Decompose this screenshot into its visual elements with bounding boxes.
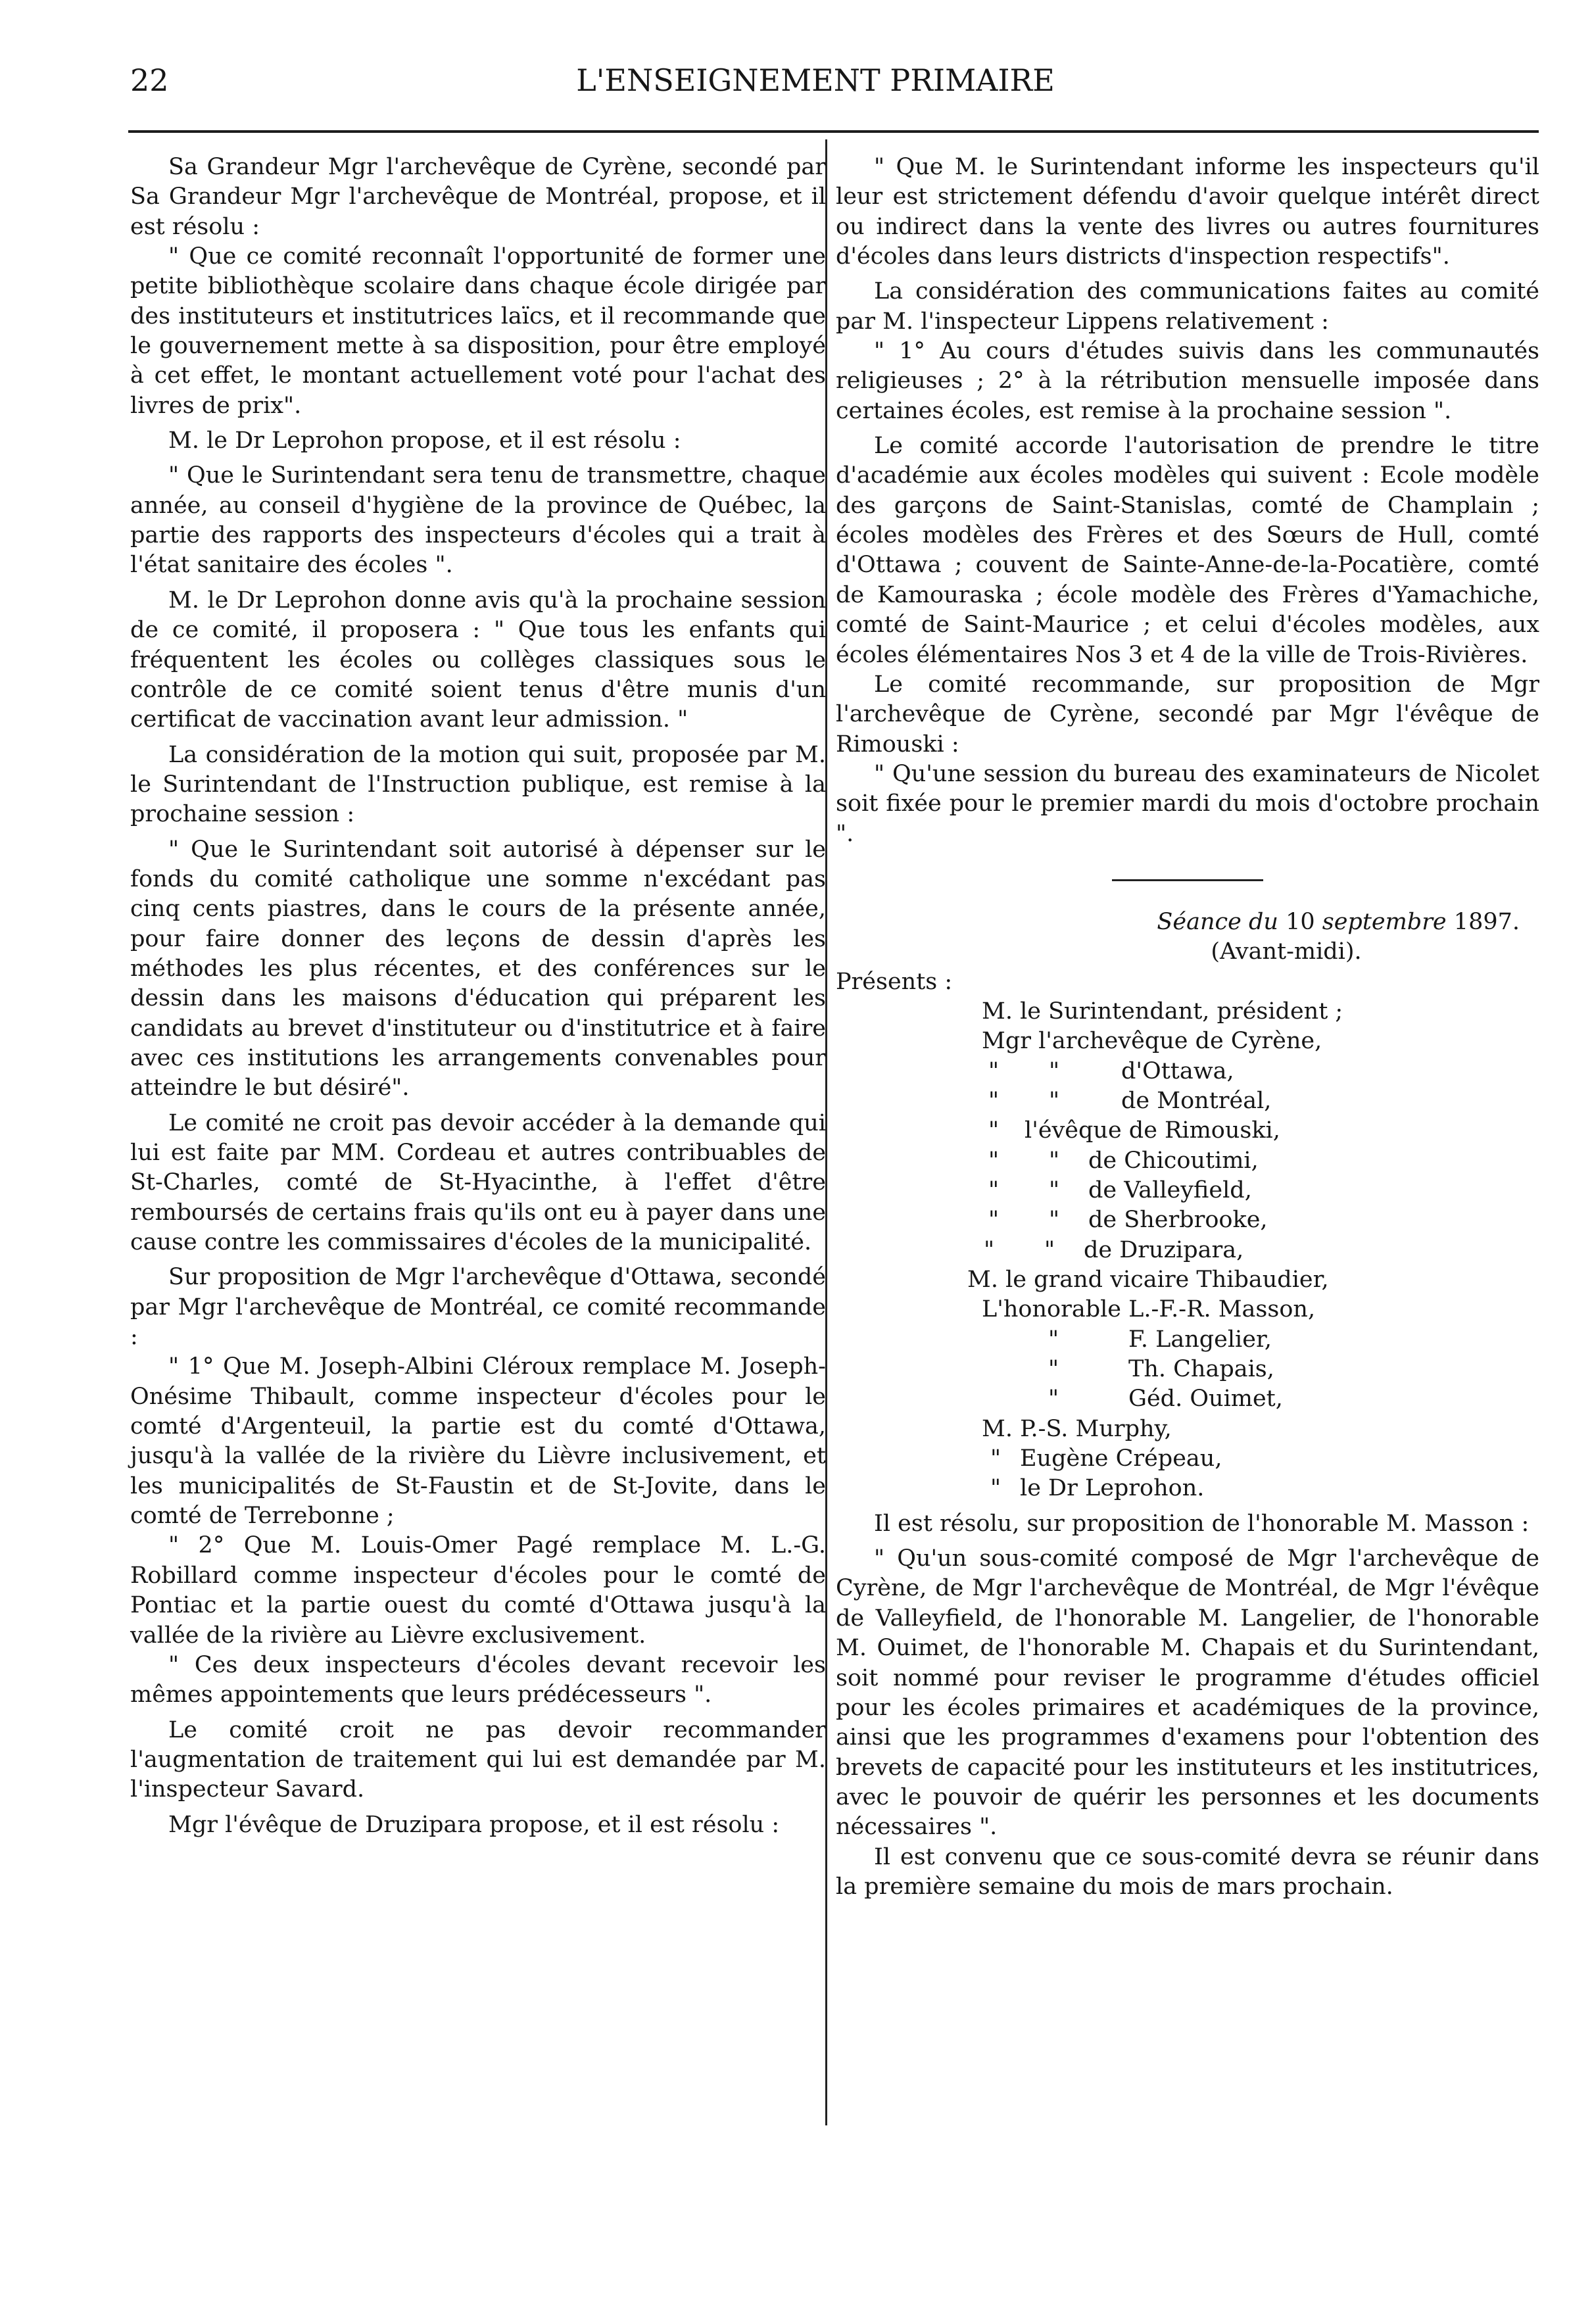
- paragraph: " Qu'un sous-comité composé de Mgr l'archevêque de Cyrène, de Mgr l'archevêque de Montréal, de Mgr l'évêque de Valleyfield, de l'honorable M. Langelier, de l'honorable M. Ouimet, de l'honorable M. Chapais et du Surintendant, soit nommé pour reviser le programme d'études officiel pour les écoles primaires et académiques de la province, ainsi que les programmes d'examens pour l'obtention des brevets de capacité pour les instituteurs et les institutrices, avec le pouvoir de quérir les personnes et les documents nécessaires ".: [836, 1545, 1539, 1841]
- ditto-mark: ": [988, 1087, 1000, 1114]
- presents-list: [836, 997, 1539, 1504]
- paragraph: Le comité recommande, sur proposition de Mgr l'archevêque de Cyrène, secondé par Mgr l'évêque de Rimouski :: [836, 671, 1539, 758]
- present-entry: [836, 997, 1539, 1027]
- present-name: Eugène Crépeau,: [1020, 1445, 1222, 1472]
- presents-label: Présents :: [836, 968, 953, 995]
- session-heading-prefix: Séance du: [1157, 908, 1278, 935]
- paragraph: Le comité accorde l'autorisation de prendre le titre d'académie aux écoles modèles qui suivent : Ecole modèle des garçons de Saint-Stanislas, comté de Champlain ; écoles modèles des Frères et des Sœurs de Hull, comté d'Ottawa ; couvent de Sainte-Anne-de-la-Pocatière, comté de Kamouraska ; école modèle des Frères d'Yamachiche, comté de Saint-Maurice ; et celui d'écoles modèles, aux écoles élémentaires Nos 3 et 4 de la ville de Trois-Rivières.: [836, 433, 1539, 668]
- paragraph: " Que M. le Surintendant informe les inspecteurs qu'il leur est strictement défendu d'avoir quelque intérêt direct ou indirect dans la vente des livres ou autres fournitures d'écoles dans leurs districts d'inspection respectifs".: [836, 154, 1539, 270]
- present-entry: [836, 1146, 1539, 1176]
- present-name: de Valleyfield,: [1088, 1177, 1252, 1203]
- ditto-mark: ": [1049, 1177, 1060, 1203]
- ditto-mark: ": [1049, 1147, 1060, 1174]
- paragraph: Il est résolu, sur proposition de l'honorable M. Masson :: [874, 1510, 1530, 1537]
- paragraph: " 2° Que M. Louis-Omer Pagé remplace M. L.-G. Robillard comme inspecteur d'écoles pour le comté de Pontiac et la partie ouest du comté d'Ottawa jusqu'à la vallée de la rivière au Lièvre exclusivement.: [130, 1532, 826, 1649]
- present-name: M. P.-S. Murphy,: [982, 1415, 1172, 1442]
- paragraph: La considération des communications faites au comité par M. l'inspecteur Lippens relativement :: [836, 278, 1539, 335]
- paragraph: Le comité croit ne pas devoir recommander l'augmentation de traitement qui lui est demandée par M. l'inspecteur Savard.: [130, 1716, 826, 1803]
- paragraph: Sur proposition de Mgr l'archevêque d'Ottawa, secondé par Mgr l'archevêque de Montréal, ce comité recommande :: [130, 1264, 826, 1351]
- session-heading-month: septembre: [1322, 908, 1447, 935]
- paragraph: Sa Grandeur Mgr l'archevêque de Cyrène, secondé par Sa Grandeur Mgr l'archevêque de Montréal, propose, et il est résolu :: [130, 154, 826, 240]
- present-entry: [836, 1116, 1539, 1146]
- paragraph: " Ces deux inspecteurs d'écoles devant recevoir les mêmes appointements que leurs prédécesseurs ".: [130, 1651, 826, 1708]
- ditto-mark: ": [988, 1177, 1000, 1203]
- paragraph: " 1° Au cours d'études suivis dans les communautés religieuses ; 2° à la rétribution mensuelle imposée dans certaines écoles, est remise à la prochaine session ".: [836, 338, 1539, 424]
- session-heading-year: 1897.: [1453, 908, 1520, 935]
- page-number: 22: [130, 62, 169, 98]
- present-entry: [836, 1236, 1539, 1265]
- present-entry: [836, 1355, 1539, 1384]
- paragraph: Mgr l'évêque de Druzipara propose, et il est résolu :: [168, 1811, 780, 1838]
- paragraph: " 1° Que M. Joseph-Albini Cléroux remplace M. Joseph-Onésime Thibault, comme inspecteur d'écoles pour le comté d'Argenteuil, la partie est du comté d'Ottawa, jusqu'à la vallée de la rivière du Lièvre inclusivement, et les municipalités de St-Faustin et de St-Jovite, dans le comté de Terrebonne ;: [130, 1353, 826, 1530]
- ditto-mark: ": [988, 1207, 1000, 1234]
- ditto-mark: ": [984, 1236, 995, 1263]
- present-name: L'honorable L.-F.-R. Masson,: [982, 1296, 1316, 1323]
- ditto-mark: ": [1049, 1087, 1060, 1114]
- present-name: F. Langelier,: [1128, 1326, 1272, 1353]
- present-name: de Druzipara,: [1084, 1236, 1244, 1263]
- present-name: M. le Surintendant, président ;: [982, 998, 1343, 1025]
- present-entry: [836, 1444, 1539, 1474]
- present-name: de Montréal,: [1121, 1087, 1272, 1114]
- ditto-mark: ": [988, 1147, 1000, 1174]
- ditto-mark: ": [988, 1117, 1000, 1144]
- ditto-mark: ": [990, 1445, 1001, 1472]
- present-name: M. le grand vicaire Thibaudier,: [967, 1267, 1329, 1294]
- left-column: [130, 153, 826, 1840]
- present-entry: [836, 1205, 1539, 1235]
- present-entry: [836, 1474, 1539, 1503]
- present-name: de Chicoutimi,: [1088, 1147, 1259, 1174]
- header-rule: [128, 130, 1539, 133]
- paragraph: " Qu'une session du bureau des examinateurs de Nicolet soit fixée pour le premier mardi du mois d'octobre prochain ".: [836, 760, 1539, 847]
- paragraph: M. le Dr Leprohon propose, et il est résolu :: [168, 427, 681, 454]
- present-name: Géd. Ouimet,: [1128, 1386, 1283, 1413]
- ditto-mark: ": [1049, 1207, 1060, 1234]
- page-header: [0, 0, 1592, 132]
- present-name: Mgr l'archevêque de Cyrène,: [982, 1028, 1322, 1055]
- ditto-mark: ": [1048, 1356, 1059, 1383]
- present-name: l'évêque de Rimouski,: [1025, 1117, 1280, 1144]
- ditto-mark: ": [988, 1057, 1000, 1084]
- ditto-mark: ": [990, 1475, 1001, 1502]
- session-heading-day: 10: [1286, 908, 1315, 935]
- present-entry: [836, 1295, 1539, 1324]
- present-entry: [836, 1086, 1539, 1116]
- running-title: L'ENSEIGNEMENT PRIMAIRE: [576, 62, 1055, 98]
- present-entry: [836, 1415, 1539, 1444]
- right-column: [836, 153, 1539, 1902]
- ditto-mark: ": [1048, 1326, 1059, 1353]
- present-entry: [836, 1384, 1539, 1414]
- ditto-mark: ": [1049, 1057, 1060, 1084]
- paragraph: La considération de la motion qui suit, proposée par M. le Surintendant de l'Instruction publique, est remise à la prochaine session :: [130, 741, 826, 828]
- paragraph: M. le Dr Leprohon donne avis qu'à la prochaine session de ce comité, il proposera : " Que tous les enfants qui fréquentent les écoles ou collèges classiques sous le contrôle de ce comité soient tenus d'être munis d'un certificat de vaccination avant leur admission. ": [130, 587, 826, 733]
- present-name: de Sherbrooke,: [1088, 1207, 1268, 1234]
- paragraph: " Que le Surintendant soit autorisé à dépenser sur le fonds du comité catholique une somme n'excédant pas cinq cents piastres, dans le cours de la présente année, pour faire donner des leçons de dessin d'après les méthodes les plus récentes, et des conférences sur le dessin dans les maisons d'éducation qui préparent les candidats au brevet d'instituteur ou d'institutrice et à faire avec ces institutions les arrangements convenables pour atteindre le but désiré".: [130, 836, 826, 1101]
- ditto-mark: ": [1044, 1236, 1055, 1263]
- present-name: Th. Chapais,: [1128, 1356, 1274, 1383]
- section-separator: [1112, 879, 1263, 881]
- present-entry: [836, 1325, 1539, 1355]
- paragraph: Le comité ne croit pas devoir accéder à la demande qui lui est faite par MM. Cordeau et autres contribuables de St-Charles, comté de St-Hyacinthe, à l'effet d'être remboursés de certains frais qu'ils ont eu à payer dans une cause contre les commissaires d'écoles de la municipalité.: [130, 1109, 826, 1256]
- ditto-mark: ": [1048, 1386, 1059, 1413]
- present-name: d'Ottawa,: [1121, 1057, 1234, 1084]
- present-name: le Dr Leprohon.: [1020, 1475, 1205, 1502]
- session-time: (Avant-midi).: [1211, 938, 1362, 965]
- present-entry: [836, 1057, 1539, 1086]
- present-entry: [836, 1265, 1539, 1295]
- paragraph: " Que ce comité reconnaît l'opportunité de former une petite bibliothèque scolaire dans chaque école dirigée par des instituteurs et institutrices laïcs, et il recommande que le gouvernement mette à sa disposition, pour être employé à cet effet, le montant actuellement voté pour l'achat des livres de prix".: [130, 243, 826, 419]
- present-entry: [836, 1176, 1539, 1205]
- session-heading: [836, 908, 1520, 937]
- present-entry: [836, 1027, 1539, 1056]
- paragraph: Il est convenu que ce sous-comité devra se réunir dans la première semaine du mois de mars prochain.: [836, 1843, 1539, 1900]
- paragraph: " Que le Surintendant sera tenu de transmettre, chaque année, au conseil d'hygiène de la province de Québec, la partie des rapports des inspecteurs d'écoles qui a trait à l'état sanitaire des écoles ".: [130, 462, 826, 579]
